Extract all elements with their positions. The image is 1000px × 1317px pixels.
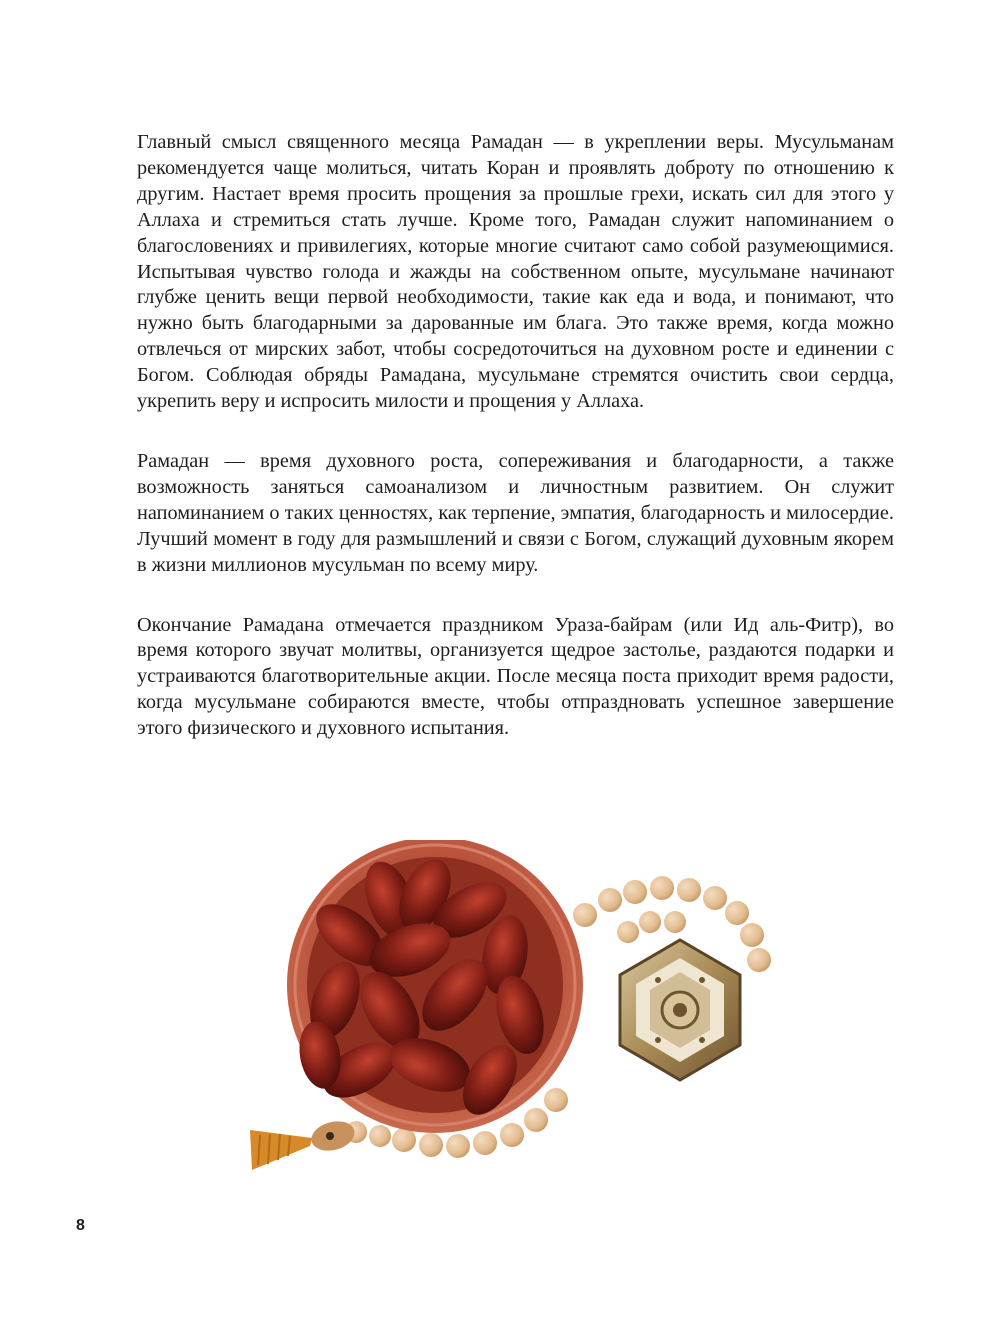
article-body bbox=[137, 130, 894, 742]
dates-bowl-illustration bbox=[240, 840, 800, 1220]
tassel bbox=[250, 1117, 358, 1170]
page-number: 8 bbox=[76, 1217, 85, 1234]
paragraph-eid-al-fitr: Окончание Рамадана отмечается праздником Ураза-байрам (или Ид аль-Фитр), во время которого звучат молитвы, организуется щедрое застолье, раздаются подарки и устраиваются благотворительные акции. После месяца поста приходит время радости, когда мусульмане собираются вместе, чтобы отпраздновать успешное завершение этого физического и духовного испытания. bbox=[137, 613, 894, 740]
paragraph-meaning-of-ramadan: Главный смысл священного месяца Рамадан — в укреплении веры. Мусульманам рекомендуется чаще молиться, читать Коран и проявлять доброту по отношению к другим. Настает время просить прощения за прошлые грехи, искать сил для этого у Аллаха и стремиться стать лучше. Кроме того, Рамадан служит напоминанием о благословениях и привилегиях, которые многие считают само собой разумеющимися. Испытывая чувство голода и жажды на собственном опыте, мусульмане начинают глубже ценить вещи первой необходимости, такие как еда и вода, и понимают, что нужно быть благодарными за дарованные им блага. Это также время, когда можно отвлечься от мирских забот, чтобы сосредоточиться на духовном росте и единении с Богом. Соблюдая обряды Рамадана, мусульмане стремятся очистить свои сердца, укрепить веру и испросить милости и прощения у Аллаха. bbox=[137, 131, 894, 413]
paragraph-spiritual-growth: Рамадан — время духовного роста, сопереживания и благодарности, а также возможность заняться самоанализом и личностным развитием. Он служит напоминанием о таких ценностях, как терпение, эмпатия, благодарность и милосердие. Лучший момент в году для размышлений и связи с Богом, служащий духовным якорем в жизни миллионов мусульман по всему миру. bbox=[137, 449, 894, 576]
lantern bbox=[620, 940, 740, 1080]
